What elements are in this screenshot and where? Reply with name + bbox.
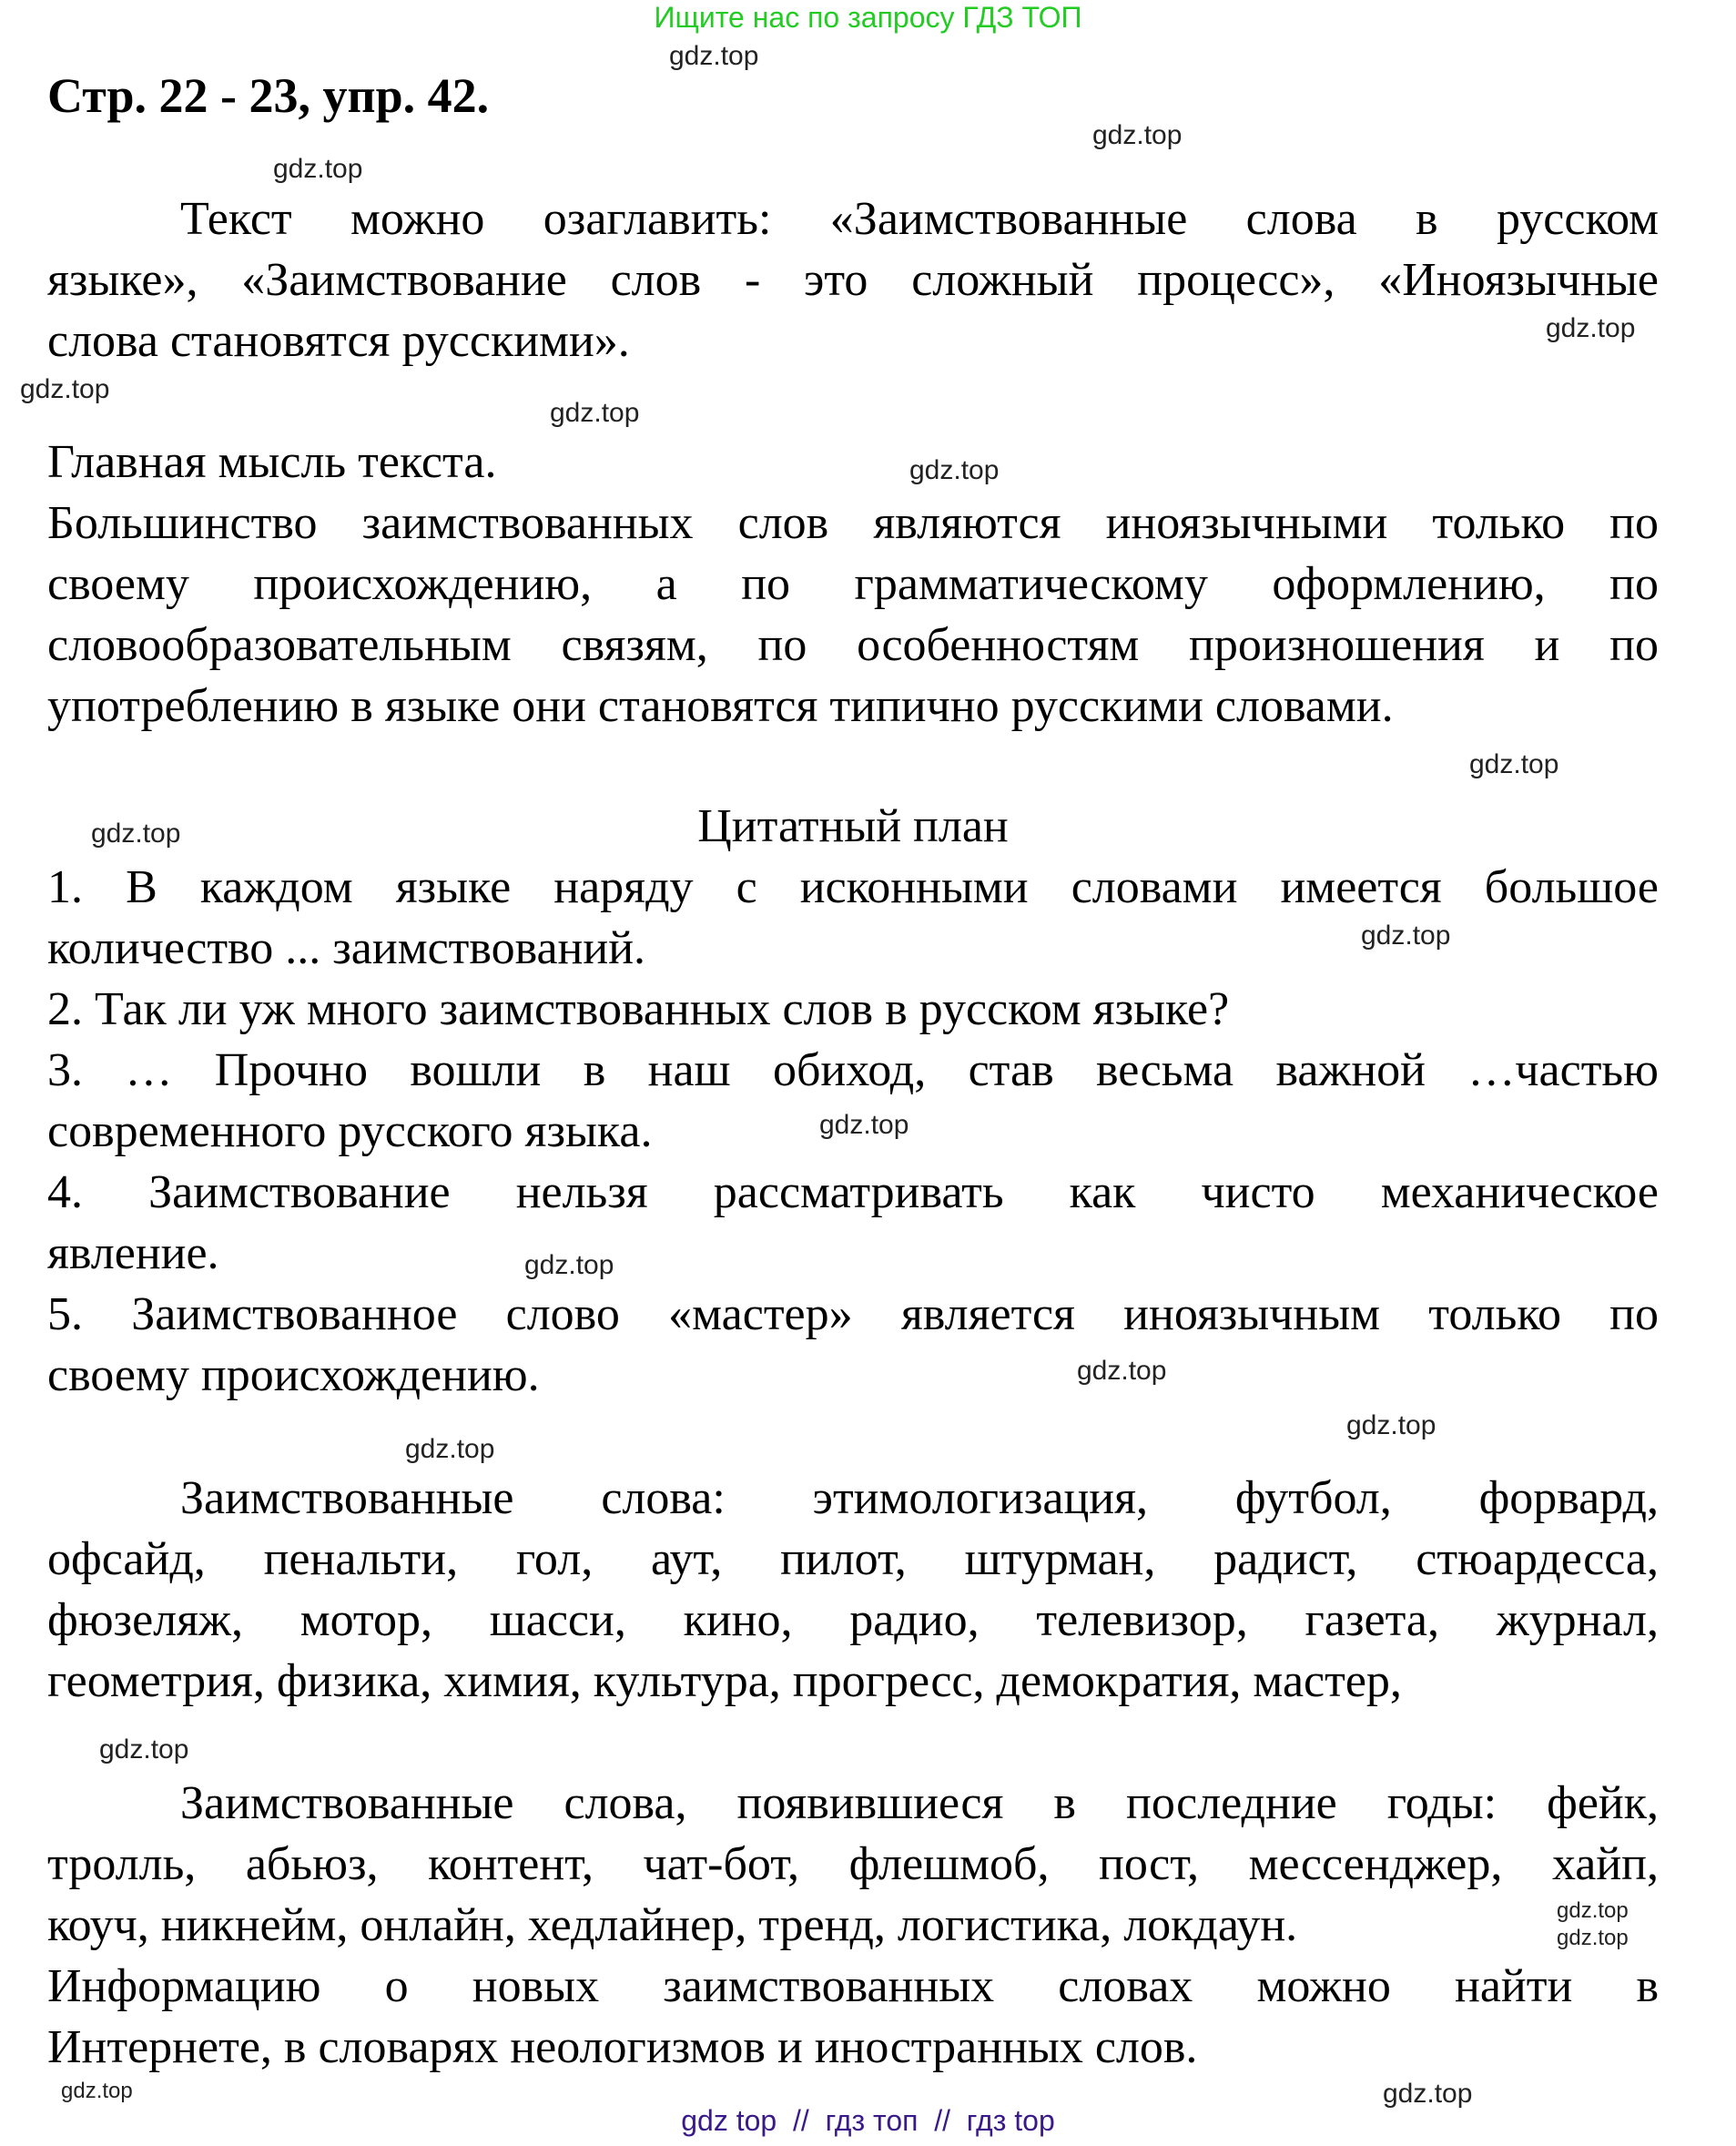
page-heading: Стр. 22 - 23, упр. 42. bbox=[47, 68, 490, 123]
text-line: офсайд, пенальти, гол, аут, пилот, штурман, радист, стюардесса, bbox=[47, 1533, 1659, 1585]
quote-plan-section bbox=[47, 796, 1659, 1406]
watermark: gdz.top bbox=[819, 1110, 909, 1140]
text-line: Большинство заимствованных слов являются иноязычными только по bbox=[47, 497, 1659, 549]
plan-item: 5. Заимствованное слово «мастер» является иноязычным только по bbox=[47, 1288, 1659, 1340]
text-line: геометрия, физика, химия, культура, прогресс, демократия, мастер, bbox=[47, 1655, 1402, 1707]
text-line: употреблению в языке они становятся типично русскими словами. bbox=[47, 680, 1394, 732]
text-line: словообразовательным связям, по особенностям произношения и по bbox=[47, 619, 1659, 671]
watermark: gdz.top bbox=[1092, 120, 1183, 150]
text-line: фюзеляж, мотор, шасси, кино, радио, телевизор, газета, журнал, bbox=[47, 1594, 1659, 1646]
plan-item: 2. Так ли уж много заимствованных слов в русском языке? bbox=[47, 983, 1230, 1035]
plan-item: количество ... заимствований. bbox=[47, 922, 646, 974]
plan-item: явление. bbox=[47, 1227, 219, 1279]
watermark: gdz.top bbox=[1361, 920, 1451, 951]
watermark: gdz.top bbox=[1077, 1356, 1167, 1386]
footer-links[interactable]: gdz top // гдз топ // гдз top bbox=[681, 2104, 1055, 2137]
watermark: gdz.top bbox=[1383, 2079, 1473, 2109]
watermark: gdz.top bbox=[20, 374, 110, 404]
watermark: gdz.top bbox=[524, 1250, 614, 1280]
text-line: слова становятся русскими». bbox=[47, 315, 630, 367]
watermark: gdz.top bbox=[61, 2079, 133, 2103]
watermark: gdz.top bbox=[1557, 1898, 1629, 1923]
plan-item: 3. … Прочно вошли в наш обиход, став весьма важной …частью bbox=[47, 1044, 1659, 1096]
watermark: gdz.top bbox=[909, 455, 1000, 485]
text-line: коуч, никнейм, онлайн, хедлайнер, тренд, логистика, локдаун. bbox=[47, 1899, 1298, 1951]
text-line: Заимствованные слова, появившиеся в последние годы: фейк, bbox=[180, 1777, 1659, 1829]
text-line: своему происхождению, а по грамматическому оформлению, по bbox=[47, 558, 1659, 610]
plan-item: современного русского языка. bbox=[47, 1105, 653, 1157]
text-line: Текст можно озаглавить: «Заимствованные слова в русском bbox=[180, 193, 1659, 245]
borrowed-words-paragraph bbox=[47, 1468, 1659, 1712]
plan-title: Цитатный план bbox=[697, 800, 1009, 852]
main-thought-label: Главная мысль текста. bbox=[47, 436, 497, 488]
watermark: gdz.top bbox=[669, 41, 759, 71]
watermark: gdz.top bbox=[1469, 749, 1559, 779]
text-line: языке», «Заимствование слов - это сложный процесс», «Иноязычные bbox=[47, 254, 1659, 306]
watermark: gdz.top bbox=[1346, 1410, 1437, 1440]
watermark: gdz.top bbox=[1557, 1926, 1629, 1950]
search-banner[interactable]: Ищите нас по запросу ГДЗ ТОП bbox=[654, 1, 1082, 34]
watermark: gdz.top bbox=[273, 154, 363, 184]
watermark: gdz.top bbox=[1546, 313, 1636, 343]
main-thought-section bbox=[47, 432, 1659, 737]
text-line: Заимствованные слова: этимологизация, футбол, форвард, bbox=[180, 1472, 1659, 1524]
recent-words-paragraph bbox=[47, 1773, 1659, 2078]
watermark: gdz.top bbox=[405, 1434, 495, 1464]
plan-item: 4. Заимствование нельзя рассматривать как чисто механическое bbox=[47, 1166, 1659, 1218]
plan-item: своему происхождению. bbox=[47, 1349, 540, 1401]
text-line: Интернете, в словарях неологизмов и иностранных слов. bbox=[47, 2021, 1198, 2073]
text-line: тролль, абьюз, контент, чат-бот, флешмоб, пост, мессенджер, хайп, bbox=[47, 1838, 1659, 1890]
title-paragraph bbox=[47, 188, 1659, 371]
watermark: gdz.top bbox=[99, 1734, 189, 1765]
text-line: Информацию о новых заимствованных словах можно найти в bbox=[47, 1960, 1659, 2012]
watermark: gdz.top bbox=[550, 398, 640, 428]
plan-item: 1. В каждом языке наряду с исконными словами имеется большое bbox=[47, 861, 1659, 913]
watermark: gdz.top bbox=[91, 819, 181, 849]
